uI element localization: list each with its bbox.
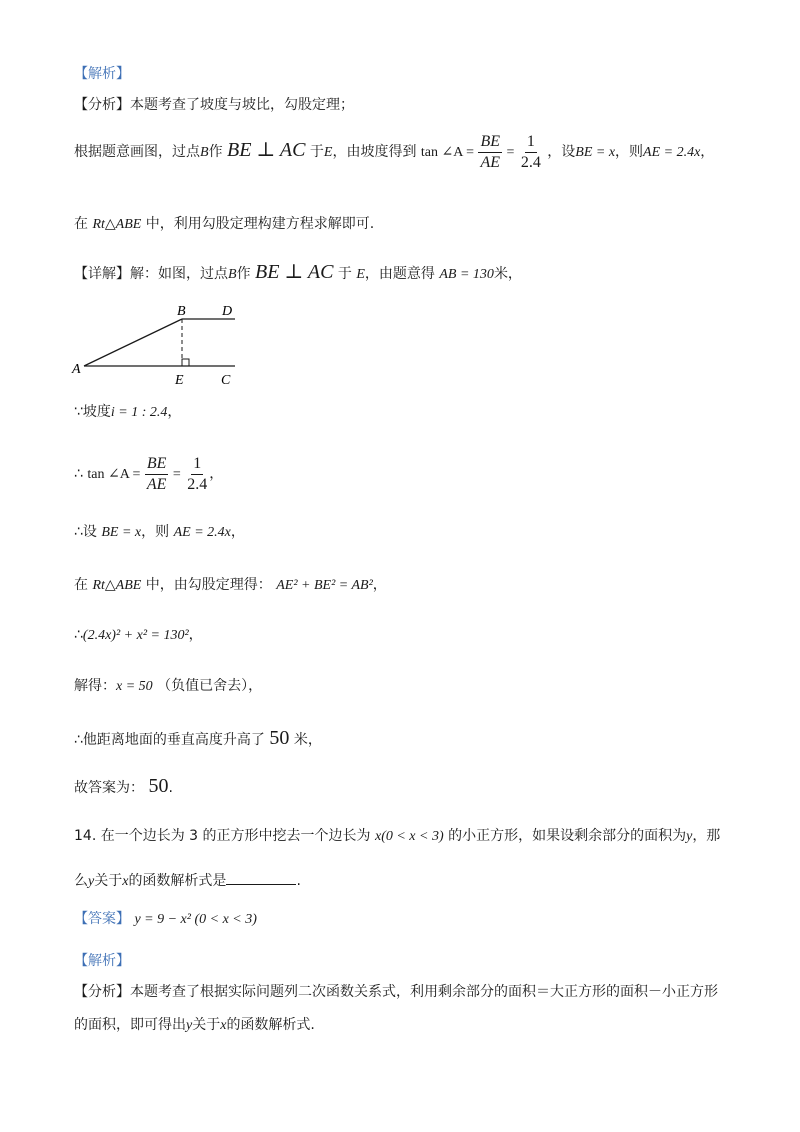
text: 的函数解析式是: [128, 873, 227, 889]
analysis-line-2: [74, 128, 714, 175]
text: ∴设: [74, 524, 97, 540]
text: ，: [188, 627, 203, 643]
numerator: 1: [525, 132, 537, 153]
rise-line: [74, 728, 322, 750]
equals: =: [172, 467, 181, 482]
text: 于: [337, 266, 352, 282]
question-number: 14.: [74, 828, 97, 844]
ab-expr: AB = 130: [439, 267, 494, 282]
text: 的小正方形，如果设剩余部分的面积为: [448, 828, 687, 844]
equation-line: [74, 625, 203, 646]
text: ∵坡度: [74, 404, 111, 420]
perp-expr: BE ⊥ AC: [227, 139, 306, 161]
tag-jiexi: 【解析】: [74, 953, 130, 969]
q14-line-1: [74, 826, 720, 847]
right-angle-mark: [182, 359, 189, 366]
solve-line: [74, 676, 262, 697]
denominator: 2.4: [187, 475, 208, 493]
text: ，: [209, 466, 224, 482]
text: 关于: [192, 1017, 221, 1033]
text: 解：如图，过点: [130, 266, 228, 282]
text: ，由题意得: [364, 266, 435, 282]
label-e: E: [175, 373, 184, 388]
solve-expr: x = 50: [116, 679, 153, 694]
tan-line: [74, 452, 223, 497]
tag-fenxi: 【分析】: [74, 984, 130, 1000]
denominator: AE: [480, 153, 500, 171]
analysis-text: 本题考查了坡度与坡比，勾股定理；: [130, 97, 354, 113]
equation-expr: (2.4x)² + x² = 130²: [82, 628, 189, 643]
slope-figure: [70, 298, 250, 390]
q14-jiexi: [74, 951, 130, 971]
slope-line: [74, 402, 181, 423]
q14-analysis-2: [74, 1015, 315, 1036]
text: 关于: [94, 873, 123, 889]
answer-line: [74, 776, 173, 798]
tag-jiexi: 【解析】: [74, 66, 130, 82]
point-b: B: [228, 267, 237, 282]
text: ，则: [141, 524, 170, 540]
ae-expr: AE = 2.4x: [643, 145, 701, 160]
text: 根据题意画图，过点: [74, 144, 200, 160]
text: 的面积，即可得出: [74, 1017, 186, 1033]
set-expr: BE = x: [575, 145, 616, 160]
text: ，: [372, 577, 387, 593]
rt-triangle: Rt△ABE: [92, 217, 142, 232]
text: ，设: [547, 144, 576, 160]
numerator: BE: [145, 454, 169, 475]
numerator: BE: [478, 132, 502, 153]
text: ，那: [692, 828, 721, 844]
text: .: [296, 873, 301, 889]
var-y: y: [186, 1018, 193, 1033]
denominator: AE: [146, 475, 167, 493]
point-e: E: [356, 267, 365, 282]
text: ，由坡度得到: [332, 144, 417, 160]
text: 作: [236, 266, 251, 282]
ae-expr: AE = 2.4x: [173, 525, 231, 540]
label-b: B: [177, 304, 186, 319]
q14-analysis-1: [74, 982, 718, 1002]
text: 作: [208, 144, 223, 160]
q14-answer: [74, 909, 257, 930]
text: ，则: [615, 144, 644, 160]
pyth-line: [74, 575, 387, 596]
label-a: A: [72, 362, 81, 377]
text: 米，: [293, 732, 322, 748]
tag-daan: 【答案】: [74, 911, 130, 927]
text: ，: [700, 144, 715, 160]
line-ab: [84, 319, 182, 366]
equals: =: [506, 145, 515, 160]
text: 米，: [493, 266, 522, 282]
text: 解得：: [74, 678, 116, 694]
text: ∴他距离地面的垂直高度升高了: [74, 732, 265, 748]
tan-expr: tan ∠A =: [420, 145, 474, 160]
text: .: [168, 780, 173, 796]
tag-fenxi: 【分析】: [74, 97, 130, 113]
text: （负值已舍去）: [157, 678, 249, 694]
detail-line-1: [74, 262, 522, 285]
text: ，: [230, 524, 245, 540]
text: 在一个边长为 3 的正方形中挖去一个边长为: [100, 828, 371, 844]
condition-expr: x(0 < x < 3): [374, 829, 444, 844]
text: 么: [74, 873, 88, 889]
text: 于: [309, 144, 324, 160]
text: 的函数解析式.: [226, 1017, 315, 1033]
text: 故答案为：: [74, 780, 144, 796]
slope-expr: i = 1 : 2.4: [110, 405, 168, 420]
text: ，: [248, 678, 263, 694]
therefore: ∴: [74, 627, 83, 643]
analysis-line: [74, 95, 354, 115]
numerator: 1: [191, 454, 203, 475]
set-line: [74, 522, 245, 543]
label-c: C: [221, 373, 231, 388]
text: ，: [167, 404, 182, 420]
q14-line-2: [74, 870, 301, 892]
var-x: x: [122, 874, 129, 889]
fraction-1-24: [185, 454, 209, 495]
denominator: 2.4: [520, 153, 541, 171]
label-d: D: [222, 304, 233, 319]
fraction-be-ae: [145, 454, 169, 495]
therefore: ∴: [74, 466, 83, 482]
fraction-1-24: [519, 132, 543, 173]
answer-blank: [226, 870, 296, 885]
answer-value: 50: [148, 775, 169, 797]
set-expr: BE = x: [101, 525, 142, 540]
tag-xiangjie: 【详解】: [74, 266, 130, 282]
text: 中，由勾股定理得：: [145, 577, 272, 593]
rise-value: 50: [269, 727, 290, 749]
var-x: x: [220, 1018, 227, 1033]
section-tag-jiexi: [74, 64, 130, 84]
var-y: y: [88, 874, 95, 889]
tan-expr: tan ∠A =: [87, 467, 141, 482]
fraction-be-ae: [478, 132, 502, 173]
pyth-expr: AE² + BE² = AB²: [276, 578, 373, 593]
analysis-line-3: [74, 214, 374, 235]
point-b: B: [200, 145, 209, 160]
text: 在: [74, 577, 88, 593]
var-y: y: [686, 829, 693, 844]
answer-expr: y = 9 − x² (0 < x < 3): [134, 912, 257, 927]
text: 中，利用勾股定理构建方程求解即可.: [145, 216, 375, 232]
perp-expr: BE ⊥ AC: [255, 261, 334, 283]
rt-triangle: Rt△ABE: [92, 578, 142, 593]
text: 本题考查了根据实际问题列二次函数关系式，利用剩余部分的面积＝大正方形的面积－小正方形: [130, 984, 718, 1000]
text: 在: [74, 216, 88, 232]
point-e: E: [323, 145, 333, 160]
